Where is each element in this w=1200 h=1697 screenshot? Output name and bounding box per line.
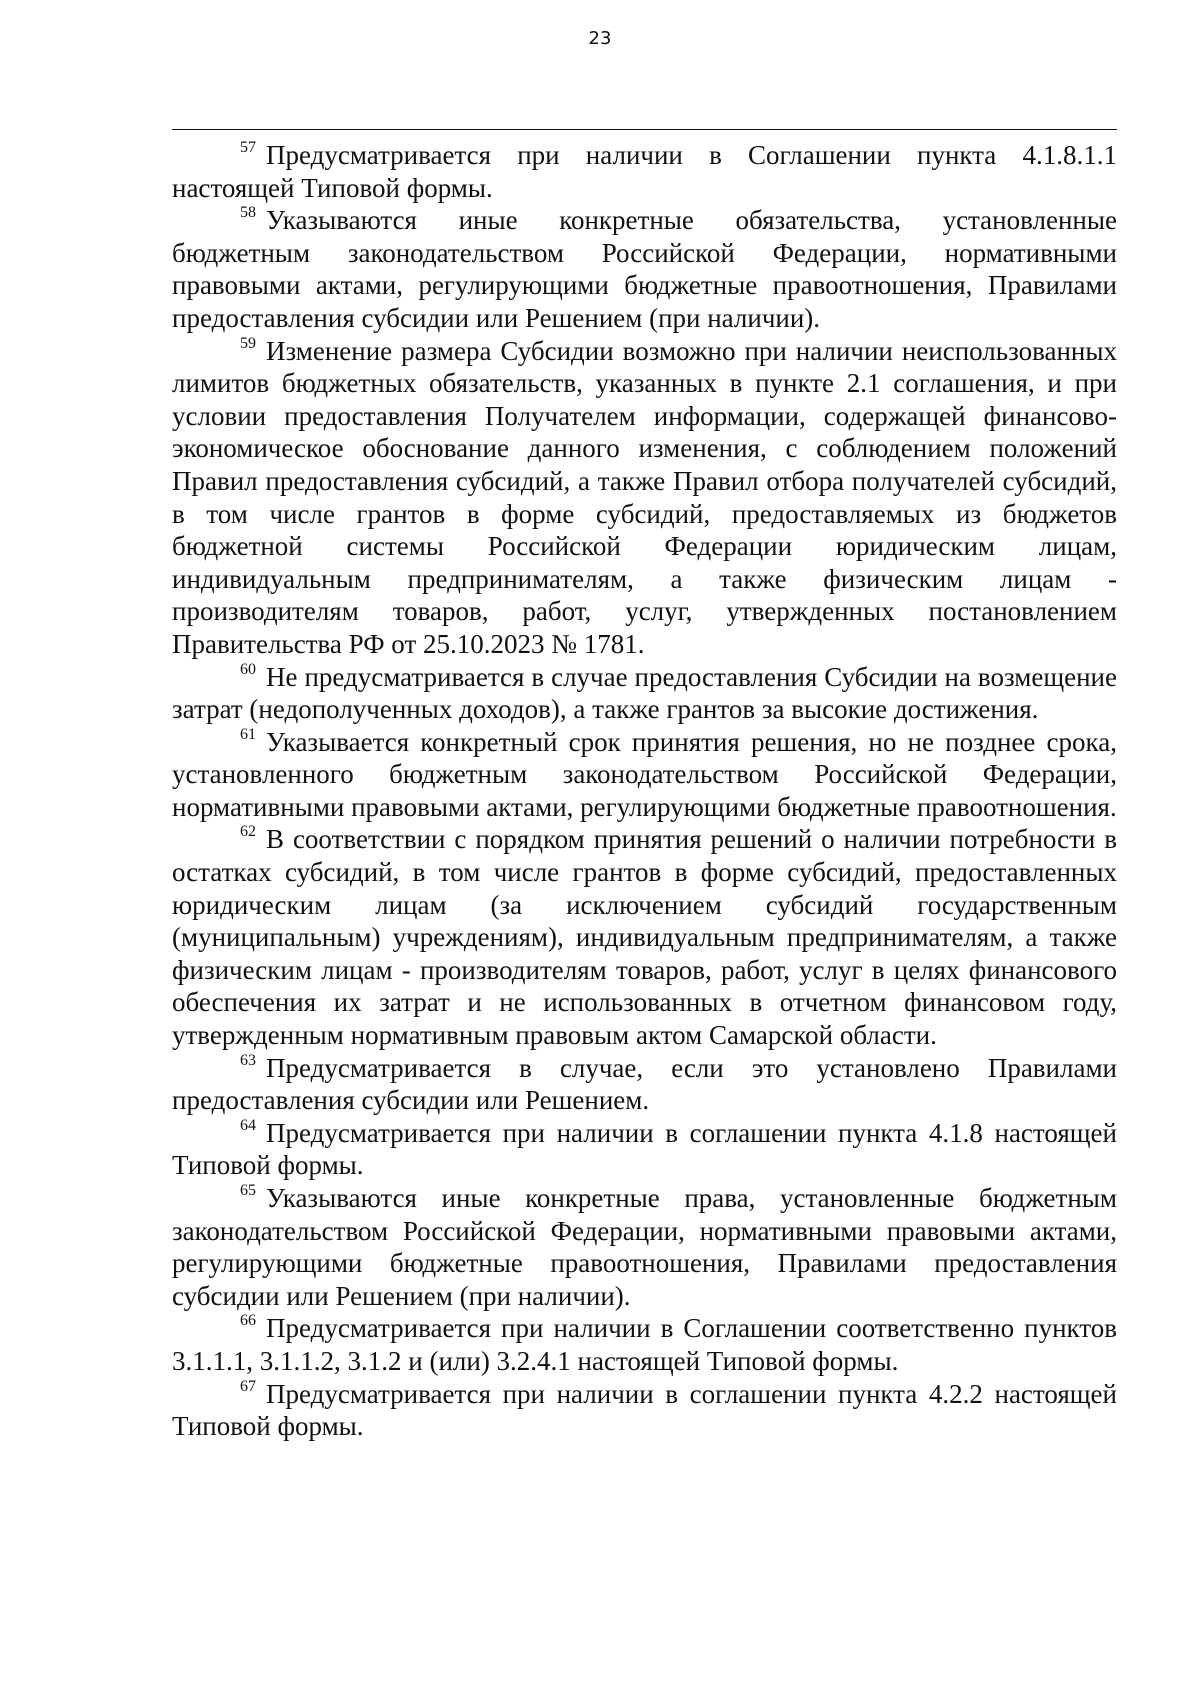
footnote-number: 60 — [240, 660, 256, 678]
footnote-number: 62 — [240, 823, 256, 841]
footnote-67 — [172, 1378, 1117, 1443]
footnotes-section — [172, 139, 1117, 1443]
footnote-number: 65 — [240, 1182, 256, 1199]
footnote-number: 58 — [240, 204, 256, 222]
footnote-number: 61 — [240, 725, 256, 743]
footnote-60 — [172, 661, 1117, 726]
footnote-64 — [172, 1117, 1117, 1182]
footnote-number: 67 — [240, 1377, 256, 1395]
footnote-text: Указываются иные конкретные обязательства, установленные бюджетным законодательством Российской Федерации, нормативными правовыми актами, регулирующими бюджетные правоотношения, Правилами предоставления субсидии или Решением (при наличии). — [172, 205, 1117, 333]
footnote-number: 57 — [240, 139, 256, 156]
footnote-number: 64 — [240, 1116, 256, 1134]
footnote-59 — [172, 335, 1117, 661]
footnote-63 — [172, 1052, 1117, 1117]
footnote-62 — [172, 823, 1117, 1051]
footnote-text: Не предусматривается в случае предоставления Субсидии на возмещение затрат (недополученных доходов), а также грантов за высокие достижения. — [172, 661, 1117, 725]
footnote-text: Предусматривается при наличии в Соглашении пункта 4.1.8.1.1 настоящей Типовой формы. — [172, 140, 1117, 203]
footnote-57 — [172, 139, 1117, 204]
footnote-text: Предусматривается в случае, если это установлено Правилами предоставления субсидии или Решением. — [172, 1052, 1117, 1116]
footnote-61 — [172, 726, 1117, 824]
footnote-text: Указываются иные конкретные права, установленные бюджетным законодательством Российской Федерации, нормативными правовыми актами, регулирующими бюджетные правоотношения, Правилами предоставления субсидии или Решением (при наличии). — [172, 1183, 1117, 1311]
footnote-58 — [172, 204, 1117, 334]
page-number: 23 — [588, 28, 612, 49]
footnote-66 — [172, 1312, 1117, 1377]
footnote-text: В соответствии с порядком принятия решений о наличии потребности в остатках субсидий, в том числе грантов в форме субсидий, предоставленных юридическим лицам (за исключением субсидий государственным (муниципальным) учреждениям), индивидуальным предпринимателям, а также физическим лицам - производителям товаров, работ, услуг в целях финансового обеспечения их затрат и не использованных в отчетном финансовом году, утвержденным нормативным правовым актом Самарской области. — [172, 824, 1117, 1051]
footnote-text: Предусматривается при наличии в соглашении пункта 4.2.2 настоящей Типовой формы. — [172, 1378, 1117, 1442]
footnote-text: Предусматривается при наличии в Соглашении соответственно пунктов 3.1.1.1, 3.1.1.2, 3.1.2 и (или) 3.2.4.1 настоящей Типовой формы. — [172, 1313, 1117, 1376]
footnote-number: 63 — [240, 1051, 256, 1069]
footnote-number: 59 — [240, 334, 256, 352]
footnote-separator — [172, 129, 1117, 130]
footnote-text: Предусматривается при наличии в соглашении пункта 4.1.8 настоящей Типовой формы. — [172, 1117, 1117, 1181]
footnote-text: Указывается конкретный срок принятия решения, но не позднее срока, установленного бюджетным законодательством Российской Федерации, нормативными правовыми актами, регулирующими бюджетные правоотношения. — [172, 726, 1117, 822]
footnote-number: 66 — [240, 1312, 256, 1330]
footnote-65 — [172, 1182, 1117, 1312]
footnote-text: Изменение размера Субсидии возможно при наличии неиспользованных лимитов бюджетных обязательств, указанных в пункте 2.1 соглашения, и при условии предоставления Получателем информации, содержащей финансово-экономическое обоснование данного изменения, с соблюдением положений Правил предоставления субсидий, а также Правил отбора получателей субсидий, в том числе грантов в форме субсидий, предоставляемых из бюджетов бюджетной системы Российской Федерации юридическим лицам, индивидуальным предпринимателям, а также физическим лицам - производителям товаров, работ, услуг, утвержденных постановлением Правительства РФ от 25.10.2023 № 1781. — [172, 335, 1117, 659]
